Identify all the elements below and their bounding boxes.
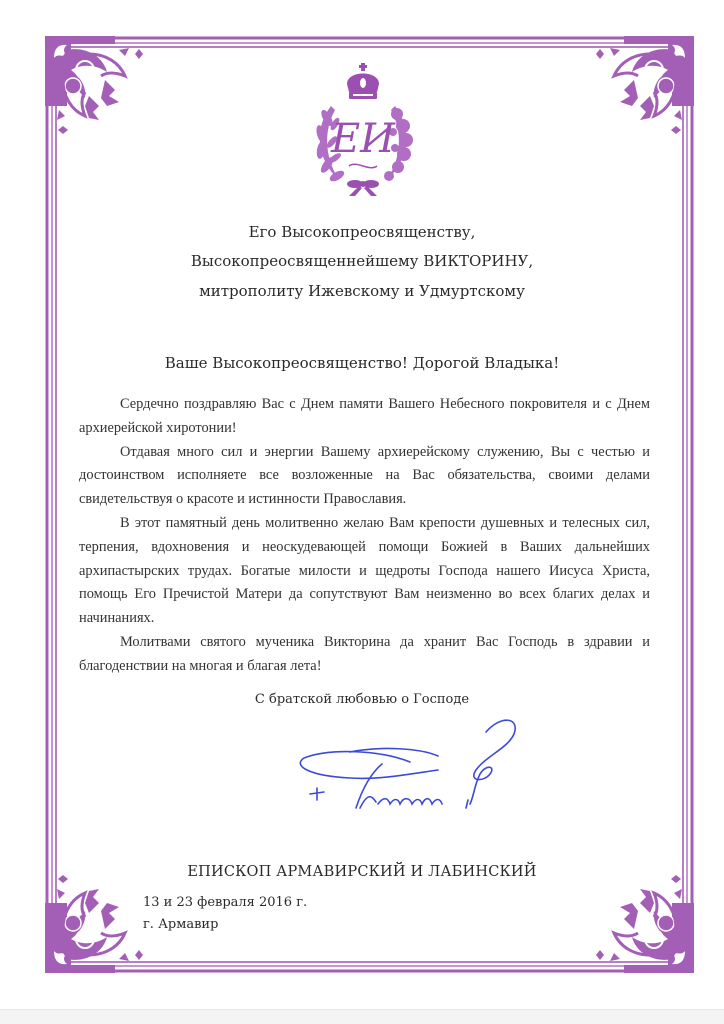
handwritten-signature bbox=[290, 712, 530, 822]
addressee-line-2: Высокопреосвященнейшему ВИКТОРИНУ, bbox=[190, 252, 534, 270]
body-paragraph: Сердечно поздравляю Вас с Днем памяти Вашего Небесного покровителя и с Днем архиерейской хиротонии! bbox=[79, 396, 650, 436]
closing-line: С братской любовью о Господе bbox=[254, 692, 470, 707]
sender-title: ЕПИСКОП АРМАВИРСКИЙ И ЛАБИНСКИЙ bbox=[187, 864, 537, 880]
body-paragraph: В этот памятный день молитвенно желаю Вам крепости душевных и телесных сил, терпения, вдохновения и неоскудевающей помощи Божией в Ваших дальнейших архипастырских трудах. Богатые милости и щедроты Господа нашего Иисуса Христа, помощь Его Пречистой Матери да сопутствуют Вам неизменно во всех благих делах и начинаниях. bbox=[79, 514, 650, 627]
crown-wreath-monogram-icon bbox=[305, 62, 421, 196]
body-paragraph: Отдавая много сил и энергии Вашему архиерейскому служению, Вы с честью и достоинством исполняете все возложенные на Вас обязательства, своими делами свидетельствуя о красоте и истинности Православия. bbox=[79, 443, 650, 508]
corner-ornament-icon bbox=[45, 36, 143, 134]
addressee-line-3: митрополиту Ижевскому и Удмуртскому bbox=[199, 282, 525, 300]
salutation: Ваше Высокопреосвященство! Дорогой Владыка! bbox=[164, 354, 560, 372]
addressee-line-1: Его Высокопреосвященству, bbox=[248, 223, 476, 241]
scan-bottom-edge bbox=[0, 1009, 724, 1024]
body-paragraph: Молитвами святого мученика Викторина да хранит Вас Господь в здравии и благоденствии на многая и благая лета! bbox=[79, 633, 650, 674]
monogram-letters: ЕИ bbox=[330, 116, 396, 162]
letter-city: г. Армавир bbox=[143, 917, 219, 932]
letter-body bbox=[79, 393, 650, 679]
letter-date: 13 и 23 февраля 2016 г. bbox=[143, 895, 308, 910]
